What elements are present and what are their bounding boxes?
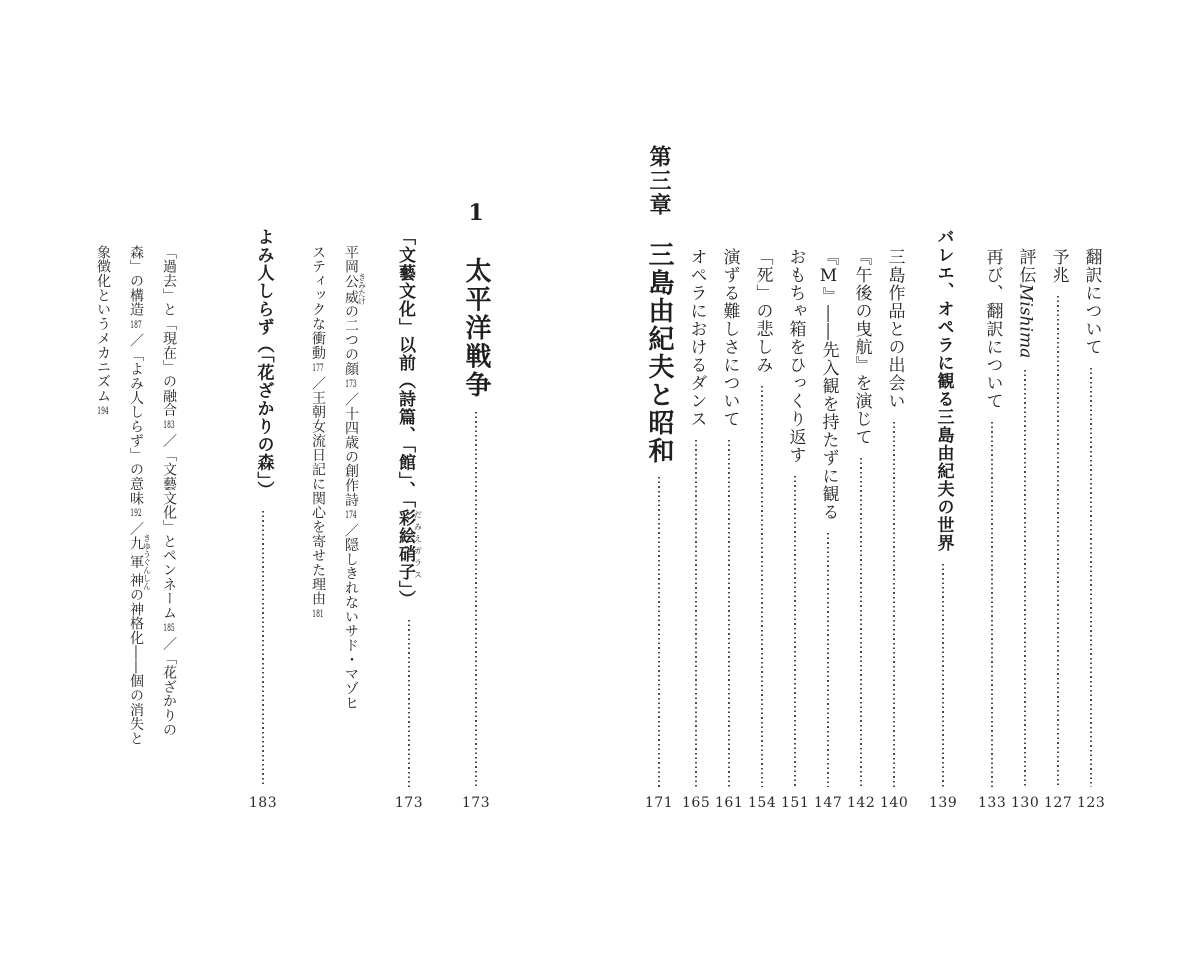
toc-entry-mishima-sakuhin-deai (880, 0, 908, 812)
entry-title: 評伝Mishima (1015, 248, 1036, 359)
page-number: 147 (814, 795, 843, 811)
dotted-leader (1090, 368, 1092, 787)
dotted-leader (991, 422, 993, 787)
toc-chapter-3-heading (641, 0, 677, 812)
entry-title: 演ずる難しさについて (719, 248, 740, 428)
dotted-leader (695, 440, 697, 787)
toc-entry-enzuru-muzukashisa (715, 0, 743, 812)
toc-entry-shi-no-kanashimi (748, 0, 776, 812)
dotted-leader (827, 533, 829, 787)
entry-title: 翻訳について (1081, 248, 1102, 356)
section-heading-title: バレエ、オペラに観る三島由紀夫の世界 (933, 228, 954, 552)
toc-subitems-bungei-bunka: 平岡公威きみたけの二つの顔173／十四歳の創作詩174／隠しきれないサド・マゾヒスティックな衝動177／王朝女流日記に関心を寄せた理由181 (310, 245, 367, 710)
chapter-title: 第三章 三島由紀夫と昭和 (644, 145, 674, 465)
entry-title: 「文藝文化」以前（詩篇、「館」、「彩絵だみえ硝子ガラス」） (395, 228, 423, 608)
page-number: 142 (847, 795, 876, 811)
page-number: 140 (880, 795, 909, 811)
entry-title: 『M』――先入観を持たずに観る (818, 248, 839, 521)
dotted-leader (893, 422, 895, 787)
dotted-leader (728, 440, 730, 787)
page-number: 151 (781, 795, 810, 811)
page-number: 127 (1044, 795, 1073, 811)
dotted-leader (262, 511, 264, 787)
toc-section-1-taiheiyo-senso (459, 0, 493, 812)
page-number: 133 (978, 795, 1007, 811)
toc-entry-omochabako (781, 0, 809, 812)
entry-title: よみ人しらず（「花ざかりの森」） (253, 228, 274, 499)
page-number: 171 (644, 795, 674, 811)
page-number: 161 (715, 795, 744, 811)
page-number: 183 (248, 795, 278, 811)
toc-entry-hyoden-mishima (1011, 0, 1039, 812)
dotted-leader (1057, 296, 1059, 787)
dotted-leader (761, 386, 763, 787)
page-number: 123 (1077, 795, 1106, 811)
entry-title: オペラにおけるダンス (686, 248, 707, 428)
page-number: 130 (1011, 795, 1040, 811)
entry-title: 再び、翻訳について (982, 248, 1003, 410)
dotted-leader (475, 412, 477, 788)
page-number: 173 (461, 795, 491, 811)
toc-entry-gogo-no-eiko (847, 0, 875, 812)
toc-entry-m-sennyukan (814, 0, 842, 812)
toc-heading-ballet-opera (929, 0, 957, 812)
entry-title: おもちゃ箱をひっくり返す (785, 248, 806, 464)
toc-subitems-yomibito: 「過去」と「現在」の融合183／「文藝文化」とペンネーム185／「花ざかりの森」の構造187／「よみ人しらず」の意味192／九軍神きゆうぐんしんの神格化――個の消失と象徴化というメカニズム194 (95, 245, 177, 746)
toc-entry-opera-dance (682, 0, 710, 812)
toc-entry-yomibito-shirazu (248, 0, 278, 812)
dotted-leader (860, 458, 862, 787)
dotted-leader (794, 476, 796, 787)
entry-title: 『午後の曳航』を演じて (851, 248, 872, 446)
section-title: 1 太平洋戦争 (461, 200, 491, 400)
page-number: 154 (748, 795, 777, 811)
dotted-leader (1024, 370, 1026, 787)
toc-entry-yocho (1044, 0, 1072, 812)
toc-entry-bungei-bunka-izen (394, 0, 424, 812)
page-number: 165 (682, 795, 711, 811)
dotted-leader (408, 620, 410, 787)
page-number: 173 (394, 795, 424, 811)
dotted-leader (658, 477, 660, 787)
entry-title: 三島作品との出会い (884, 248, 905, 410)
entry-title: 予兆 (1048, 248, 1069, 284)
toc-entry-futatabi-honyaku (978, 0, 1006, 812)
entry-title: 「死」の悲しみ (752, 248, 773, 374)
dotted-leader (942, 564, 944, 787)
page-number: 139 (929, 795, 958, 811)
toc-entry-honyaku-ni-tsuite (1077, 0, 1105, 812)
